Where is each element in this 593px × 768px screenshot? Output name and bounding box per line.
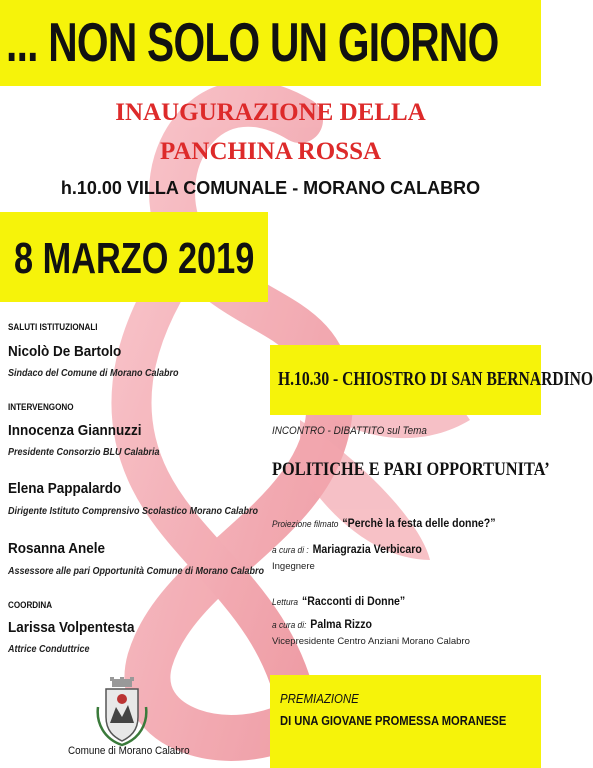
inauguration-title-line1: INAUGURAZIONE DELLA bbox=[115, 99, 426, 126]
comune-label: Comune di Morano Calabro bbox=[68, 745, 190, 757]
saluti-desc: Sindaco del Comune di Morano Calabro bbox=[8, 368, 179, 379]
film-cura-line bbox=[272, 540, 422, 558]
speaker-desc: Dirigente Istituto Comprensivo Scolastico Morano Calabro bbox=[8, 506, 259, 517]
saluti-name: Nicolò De Bartolo bbox=[8, 343, 122, 360]
coordina-name: Larissa Volpentesta bbox=[8, 619, 135, 636]
event-date: 8 MARZO 2019 bbox=[14, 234, 255, 283]
speaker-desc: Presidente Consorzio BLU Calabria bbox=[8, 447, 160, 458]
inauguration-title-line2: PANCHINA ROSSA bbox=[159, 138, 382, 165]
speaker-name: Rosanna Anele bbox=[8, 540, 106, 557]
coordina-desc: Attrice Conduttrice bbox=[8, 644, 90, 655]
lettura-cura-name: Palma Rizzo bbox=[310, 617, 372, 631]
premiazione-desc: DI UNA GIOVANE PROMESSA MORANESE bbox=[280, 713, 507, 728]
headline: ... NON SOLO UN GIORNO bbox=[6, 11, 499, 73]
film-cura-prefix: a cura di : bbox=[272, 545, 309, 556]
premiazione-label: PREMIAZIONE bbox=[280, 691, 359, 706]
film-line bbox=[272, 514, 496, 532]
intervengono-label: INTERVENGONO bbox=[8, 402, 74, 412]
lettura-cura-prefix: a cura di: bbox=[272, 620, 307, 631]
speaker-desc: Assessore alle pari Opportunità Comune di Morano Calabro bbox=[8, 566, 265, 577]
coordina-label: COORDINA bbox=[8, 600, 53, 610]
lettura-line bbox=[272, 592, 405, 610]
film-prefix: Proiezione filmato bbox=[272, 519, 339, 530]
lettura-title: “Racconti di Donne” bbox=[301, 594, 406, 608]
debate-theme: POLITICHE E PARI OPPORTUNITA’ bbox=[272, 459, 550, 480]
film-title: “Perchè la festa delle donne?” bbox=[342, 516, 496, 530]
lettura-cura-line bbox=[272, 615, 372, 633]
speaker-name: Innocenza Giannuzzi bbox=[8, 422, 142, 439]
incontro-label: INCONTRO - DIBATTITO sul Tema bbox=[272, 425, 427, 437]
film-cura-role: Ingegnere bbox=[272, 561, 315, 572]
chiostro-title: H.10.30 - CHIOSTRO DI SAN BERNARDINO bbox=[278, 368, 593, 390]
inauguration-time-place: h.10.00 VILLA COMUNALE - MORANO CALABRO bbox=[60, 178, 481, 198]
film-cura-name: Mariagrazia Verbicaro bbox=[312, 542, 422, 556]
lettura-prefix: Lettura bbox=[272, 597, 299, 608]
saluti-label: SALUTI ISTITUZIONALI bbox=[8, 322, 98, 332]
municipality-crest-icon bbox=[92, 677, 152, 747]
speaker-name: Elena Pappalardo bbox=[8, 480, 122, 497]
lettura-cura-role: Vicepresidente Centro Anziani Morano Calabro bbox=[272, 636, 470, 647]
